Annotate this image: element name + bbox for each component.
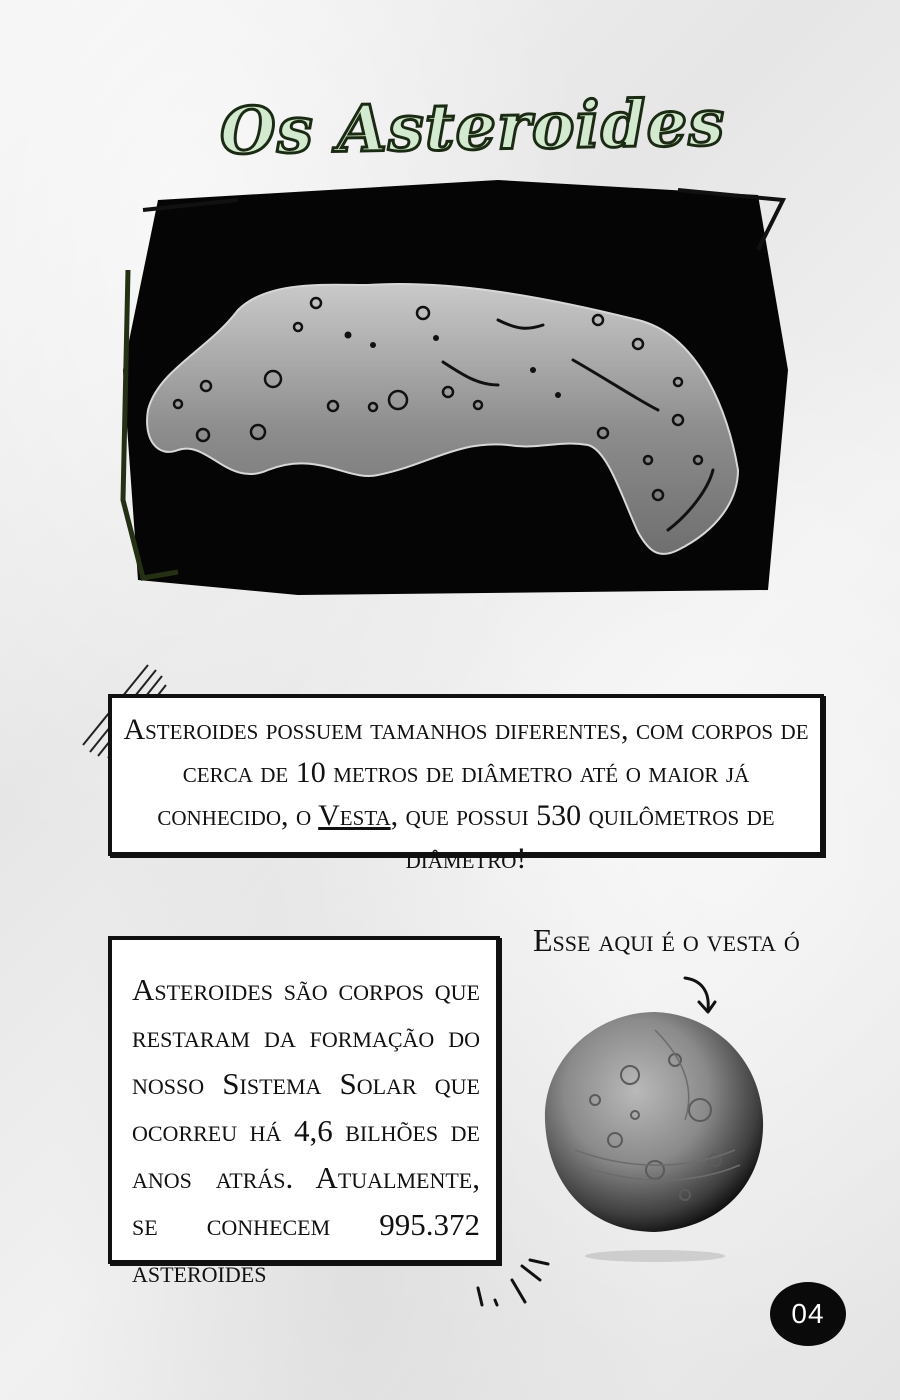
spark-lines bbox=[470, 1250, 560, 1320]
info-box-1-text-end: , que possui 530 quilômetros de diâmetro! bbox=[390, 799, 775, 875]
info-box-1-text-start: Asteroides possuem tamanhos diferentes, com corpos de cerca de 10 metros de diâmetro até o maior já conhecido, o bbox=[123, 713, 809, 832]
page-title: Os Asteroides bbox=[219, 85, 726, 170]
info-box-asteroid-origin bbox=[108, 936, 500, 1289]
info-box-vesta-size bbox=[108, 694, 824, 875]
info-box-2-text: Asteroides são corpos que restaram da formação do nosso Sistema Solar que ocorreu há 4,6 bilhões de anos atrás. Atualmente, se conhecem 995.372 asteroides bbox=[132, 972, 480, 1289]
vesta-asteroid-image bbox=[535, 1000, 775, 1240]
page-number-badge: 04 bbox=[770, 1282, 846, 1346]
vesta-caption: Esse aqui é o vesta ó bbox=[533, 922, 800, 958]
vesta-highlight: Vesta bbox=[318, 799, 391, 832]
asteroid-illustration bbox=[118, 170, 798, 610]
vesta-shadow bbox=[585, 1250, 725, 1262]
